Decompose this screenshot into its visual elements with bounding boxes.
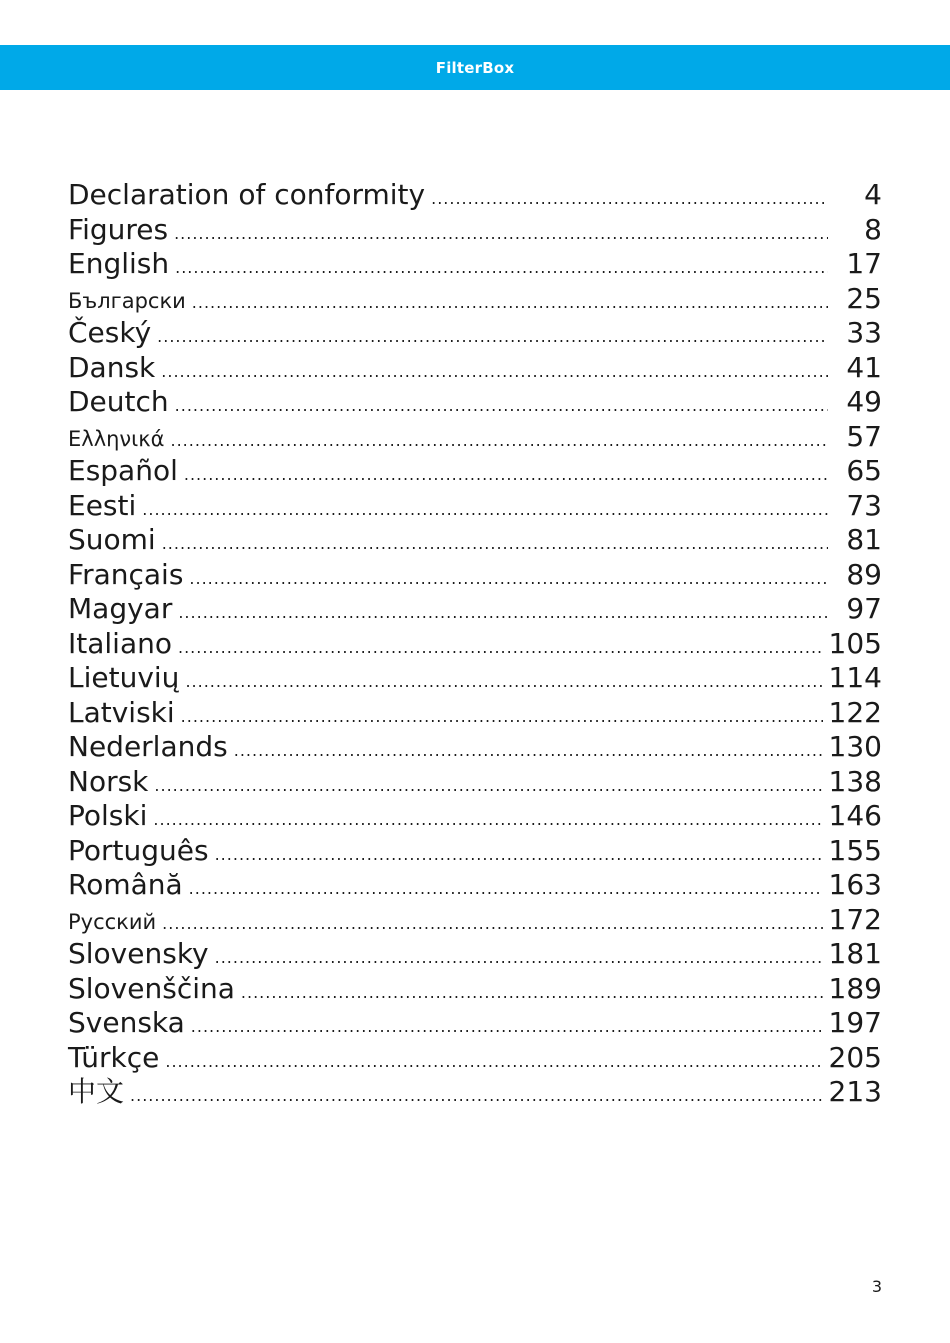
toc-entry-label: Deutch — [68, 385, 169, 418]
toc-entry[interactable] — [68, 834, 882, 869]
toc-leader-dots — [234, 734, 823, 769]
toc-entry-page: 122 — [828, 695, 882, 729]
toc-entry-page: 197 — [828, 1006, 882, 1039]
toc-leader-dots — [171, 424, 829, 459]
toc-entry-label: Slovensky — [68, 937, 209, 970]
toc-entry-page: 4 — [864, 178, 882, 211]
toc-leader-dots — [184, 458, 828, 493]
toc-entry-page: 73 — [846, 488, 882, 522]
toc-entry-label: Dansk — [68, 350, 156, 384]
toc-entry[interactable] — [68, 661, 882, 696]
toc-entry[interactable] — [68, 765, 882, 800]
toc-leader-dots — [189, 872, 823, 907]
toc-entry-page: 205 — [828, 1040, 882, 1074]
toc-leader-dots — [431, 182, 828, 217]
toc-leader-dots — [192, 286, 828, 321]
toc-entry-label: Slovenščina — [68, 971, 235, 1005]
toc-entry[interactable] — [68, 696, 882, 731]
toc-entry-label: Suomi — [68, 523, 156, 556]
toc-entry[interactable] — [68, 454, 882, 489]
toc-entry[interactable] — [68, 1006, 882, 1041]
toc-leader-dots — [154, 769, 822, 804]
toc-entry-label: English — [68, 247, 170, 280]
toc-entry-label: Español — [68, 454, 178, 487]
toc-entry[interactable] — [68, 420, 882, 455]
toc-entry-label: Português — [68, 833, 209, 867]
toc-entry-page: 146 — [828, 799, 882, 832]
toc-entry[interactable] — [68, 627, 882, 662]
toc-leader-dots — [162, 907, 822, 942]
toc-entry-page: 89 — [846, 557, 882, 591]
toc-entry[interactable] — [68, 1075, 882, 1110]
table-of-contents — [68, 178, 882, 1110]
toc-leader-dots — [191, 1010, 823, 1045]
toc-entry-label: Declaration of conformity — [68, 178, 426, 211]
toc-entry-page: 8 — [864, 212, 882, 246]
toc-entry-page: 130 — [828, 730, 882, 763]
toc-entry-label: Norsk — [68, 764, 149, 798]
toc-leader-dots — [157, 320, 828, 355]
toc-leader-dots — [162, 527, 828, 562]
toc-entry[interactable] — [68, 592, 882, 627]
toc-leader-dots — [189, 562, 828, 597]
toc-leader-dots — [178, 631, 823, 666]
toc-entry-label: Svenska — [68, 1006, 185, 1039]
toc-entry[interactable] — [68, 799, 882, 834]
toc-leader-dots — [175, 389, 828, 424]
toc-entry[interactable] — [68, 558, 882, 593]
page-number: 3 — [871, 1277, 882, 1296]
toc-leader-dots — [130, 1079, 823, 1114]
toc-entry-label: Türkçe — [68, 1040, 160, 1074]
toc-entry-page: 33 — [846, 316, 882, 349]
toc-entry[interactable] — [68, 730, 882, 765]
toc-entry[interactable] — [68, 385, 882, 420]
toc-entry-page: 213 — [828, 1075, 882, 1108]
toc-entry-page: 41 — [846, 350, 882, 384]
toc-entry-label: Română — [68, 868, 183, 901]
toc-leader-dots — [165, 1045, 822, 1080]
toc-leader-dots — [161, 355, 828, 390]
toc-leader-dots — [241, 976, 823, 1011]
toc-entry[interactable] — [68, 972, 882, 1007]
toc-entry[interactable] — [68, 1041, 882, 1076]
toc-entry[interactable] — [68, 351, 882, 386]
toc-entry-page: 105 — [828, 626, 882, 660]
toc-entry[interactable] — [68, 247, 882, 282]
toc-entry-label: Français — [68, 557, 184, 591]
toc-entry[interactable] — [68, 523, 882, 558]
toc-entry[interactable] — [68, 316, 882, 351]
toc-entry-page: 114 — [828, 661, 882, 694]
toc-entry-page: 163 — [828, 868, 882, 901]
toc-entry[interactable] — [68, 868, 882, 903]
toc-leader-dots — [175, 251, 828, 286]
toc-leader-dots — [153, 803, 822, 838]
toc-entry-page: 25 — [846, 281, 882, 315]
toc-entry-page: 181 — [828, 937, 882, 970]
header-bar — [0, 45, 950, 90]
toc-entry-page: 172 — [828, 902, 882, 936]
toc-entry-label: Magyar — [68, 592, 173, 625]
toc-entry[interactable] — [68, 178, 882, 213]
toc-entry-page: 189 — [828, 971, 882, 1005]
document-title: FilterBox — [435, 58, 515, 77]
toc-entry-label: Ελληνικά — [68, 426, 165, 451]
toc-entry-page: 81 — [846, 523, 882, 556]
toc-entry-label: Figures — [68, 212, 169, 246]
toc-leader-dots — [142, 493, 828, 528]
toc-entry-page: 57 — [846, 419, 882, 453]
toc-entry[interactable] — [68, 282, 882, 317]
toc-entry-label: Latviski — [68, 695, 175, 729]
toc-entry[interactable] — [68, 937, 882, 972]
toc-entry-label: Български — [68, 288, 186, 313]
toc-entry-page: 97 — [846, 592, 882, 625]
toc-leader-dots — [185, 665, 822, 700]
toc-entry-label: Русский — [68, 909, 157, 934]
toc-leader-dots — [174, 217, 828, 252]
toc-entry-label: Nederlands — [68, 730, 228, 763]
toc-entry-label: Eesti — [68, 488, 137, 522]
toc-entry-page: 155 — [828, 833, 882, 867]
toc-leader-dots — [215, 941, 823, 976]
toc-entry-page: 17 — [846, 247, 882, 280]
toc-leader-dots — [178, 596, 828, 631]
toc-entry[interactable] — [68, 213, 882, 248]
toc-entry-page: 65 — [846, 454, 882, 487]
toc-leader-dots — [181, 700, 823, 735]
toc-entry[interactable] — [68, 489, 882, 524]
toc-entry-page: 138 — [828, 764, 882, 798]
toc-entry-label: Polski — [68, 799, 148, 832]
toc-leader-dots — [215, 838, 823, 873]
toc-entry-label: Lietuvių — [68, 661, 180, 694]
toc-entry-page: 49 — [846, 385, 882, 418]
toc-entry-label: Italiano — [68, 626, 172, 660]
toc-entry[interactable] — [68, 903, 882, 938]
toc-entry-label: 中文 — [68, 1075, 125, 1108]
toc-entry-label: Český — [68, 316, 152, 349]
